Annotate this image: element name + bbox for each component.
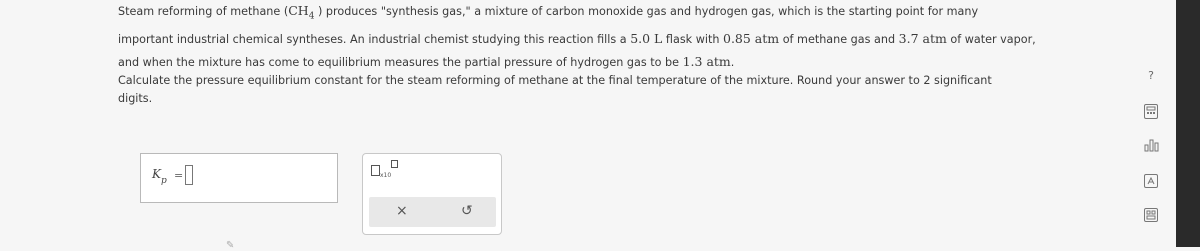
question-line-2: important industrial chemical syntheses. An industrial chemist studying this reaction fills a 5.0 L flask with 0.85 atm of methane gas and 3.7 atm of water vapor, (118, 30, 1036, 46)
answer-tools-panel (362, 153, 502, 235)
water-pressure: 3.7 atm (898, 30, 947, 46)
equals-sign: = (174, 169, 184, 182)
answer-box (140, 153, 338, 203)
methane-pressure: 0.85 atm (723, 30, 780, 46)
chart-icon[interactable] (1144, 138, 1158, 152)
kp-answer-input[interactable] (185, 165, 193, 185)
question-text (118, 0, 1036, 74)
question-line-1: Steam reforming of methane ($CH_4$ ) produces "synthesis gas," a mixture of carbon monoxide gas and hydrogen gas, which is the starting point for many (118, 3, 979, 22)
hydrogen-pressure: 1.3 atm (682, 53, 731, 69)
scientific-notation-button[interactable]: x10 (371, 165, 391, 178)
undo-button[interactable]: ↺ (461, 203, 473, 219)
periodic-table-icon[interactable] (1144, 208, 1158, 222)
right-edge-bar (1176, 0, 1200, 247)
mouse-cursor-icon: ✎ (226, 240, 235, 251)
clear-button[interactable]: × (396, 203, 408, 219)
flask-volume: 5.0 L (630, 30, 663, 46)
methane-formula: $CH_4$ (288, 3, 315, 22)
kp-symbol: $K_p$ (152, 167, 167, 187)
reference-icon[interactable] (1144, 174, 1158, 188)
instruction-text: Calculate the pressure equilibrium constant for the steam reforming of methane at the final temperature of the mixture. Round your answer to 2 significant digits. (118, 74, 992, 105)
mantissa-slot-icon (371, 165, 380, 176)
question-line-3: and when the mixture has come to equilibrium measures the partial pressure of hydrogen gas to be 1.3 atm. (118, 53, 735, 69)
calculator-icon[interactable] (1144, 104, 1158, 119)
exponent-slot-icon (391, 160, 398, 168)
tools-action-bar (369, 197, 496, 227)
help-icon[interactable]: ? (1148, 69, 1154, 82)
